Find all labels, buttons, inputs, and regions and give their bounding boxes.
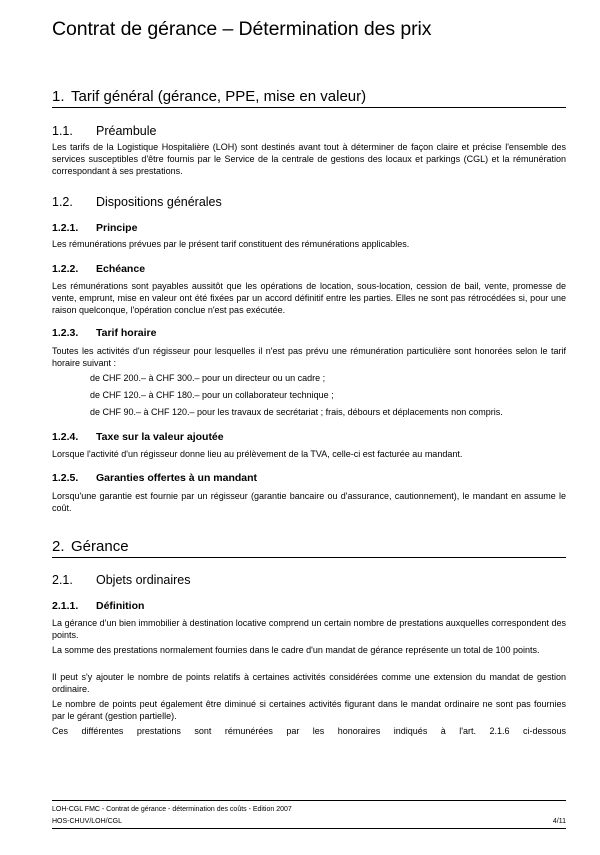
section-2-1-1-heading bbox=[52, 600, 144, 612]
section-title: Objets ordinaires bbox=[96, 573, 191, 587]
deadline-paragraph: Les rémunérations sont payables aussitôt que les opérations de location, sous-location, cession de bail, vente, promesse de vente, emprunt, mise en valeur ont été fixées par un accord définitif entre les parties. Elles ne sont pas rétrocédées si, pour une raison quelconque, l'opération conclue n'est pas exécutée. bbox=[52, 281, 566, 315]
section-number: 1.2.4. bbox=[52, 431, 79, 443]
rate-list-item: de CHF 200.– à CHF 300.– pour un directeur ou un cadre ; bbox=[90, 373, 326, 383]
section-number: 2.1.1. bbox=[52, 600, 79, 612]
footer-rule-top bbox=[52, 800, 566, 801]
hourly-rate-paragraph: Toutes les activités d'un régisseur pour lesquelles il n'est pas prévu une rémunération particulière sont honorées selon le tarif horaire suivant : bbox=[52, 346, 566, 368]
section-number: 1. bbox=[52, 88, 65, 105]
vat-paragraph: Lorsque l'activité d'un régisseur donne lieu au prélèvement de la TVA, celle-ci est facturée au mandant. bbox=[52, 449, 463, 459]
rate-list-item: de CHF 120.– à CHF 180.– pour un collaborateur technique ; bbox=[90, 390, 334, 400]
section-number: 1.2.5. bbox=[52, 472, 79, 484]
section-number: 1.1. bbox=[52, 124, 73, 138]
section-2-1-heading bbox=[52, 573, 191, 587]
definition-paragraph-1: La gérance d'un bien immobilier à destination locative comprend un certain nombre de prestations auxquelles correspondent des points. bbox=[52, 618, 566, 640]
definition-paragraph-3: Il peut s'y ajouter le nombre de points relatifs à certaines activités considérées comme une extension du mandat de gestion ordinaire. bbox=[52, 672, 566, 694]
section-title: Dispositions générales bbox=[96, 195, 222, 209]
section-title: Garanties offertes à un mandant bbox=[96, 472, 258, 484]
section-title: Tarif horaire bbox=[96, 327, 157, 339]
section-number: 1.2.3. bbox=[52, 327, 79, 339]
preamble-paragraph: Les tarifs de la Logistique Hospitalière (LOH) sont destinés avant tout à déterminer de façon claire et précise l'ensemble des services susceptibles d'être fournis par le Service de la centrale de gestions des locaux et parkings (CGL) et la rémunération correspondant à ses prestations. bbox=[52, 142, 566, 176]
section-1-2-3-heading bbox=[52, 327, 157, 339]
definition-paragraph-4: Le nombre de points peut également être diminué si certaines activités figurant dans le mandat ordinaire ne sont pas fournies par le gérant (gestion partielle). bbox=[52, 699, 566, 721]
section-2-heading bbox=[52, 538, 566, 558]
section-1-2-heading bbox=[52, 195, 222, 209]
section-title: Gérance bbox=[71, 538, 129, 555]
guarantees-paragraph: Lorsqu'une garantie est fournie par un régisseur (garantie bancaire ou d'assurance, cautionnement), le mandant en assume le coût. bbox=[52, 491, 566, 513]
section-title: Echéance bbox=[96, 263, 146, 275]
section-1-2-4-heading bbox=[52, 431, 224, 443]
section-title: Principe bbox=[96, 222, 138, 234]
footer-department-line: HOS-CHUV/LOH/CGL bbox=[52, 818, 123, 825]
section-title: Définition bbox=[96, 600, 145, 612]
section-1-2-5-heading bbox=[52, 472, 257, 484]
section-number: 2.1. bbox=[52, 573, 73, 587]
section-number: 1.2.2. bbox=[52, 263, 79, 275]
rate-list-item: de CHF 90.– à CHF 120.– pour les travaux de secrétariat ; frais, débours et déplacements non compris. bbox=[90, 407, 503, 417]
principle-paragraph: Les rémunérations prévues par le présent tarif constituent des rémunérations applicables. bbox=[52, 239, 410, 249]
section-number: 2. bbox=[52, 538, 65, 555]
document-title: Contrat de gérance – Détermination des prix bbox=[52, 18, 432, 40]
section-number: 1.2. bbox=[52, 195, 73, 209]
section-1-1-heading bbox=[52, 124, 156, 138]
section-1-2-2-heading bbox=[52, 263, 145, 275]
definition-paragraph-2: La somme des prestations normalement fournies dans le cadre d'un mandat de gérance représente un total de 100 points. bbox=[52, 645, 540, 655]
page-number: 4/11 bbox=[552, 818, 566, 825]
section-number: 1.2.1. bbox=[52, 222, 79, 234]
footer-edition-line: LOH-CGL FMC - Contrat de gérance - détermination des coûts - Edition 2007 bbox=[52, 806, 292, 813]
section-title: Taxe sur la valeur ajoutée bbox=[96, 431, 224, 443]
section-title: Tarif général (gérance, PPE, mise en valeur) bbox=[71, 88, 367, 105]
section-1-heading bbox=[52, 88, 566, 108]
section-1-2-1-heading bbox=[52, 222, 137, 234]
definition-paragraph-5: Ces différentes prestations sont rémunérées par les honoraires indiqués à l'art. 2.1.6 ci-dessous bbox=[52, 726, 566, 736]
footer-rule-bottom bbox=[52, 828, 566, 829]
section-title: Préambule bbox=[96, 124, 157, 138]
